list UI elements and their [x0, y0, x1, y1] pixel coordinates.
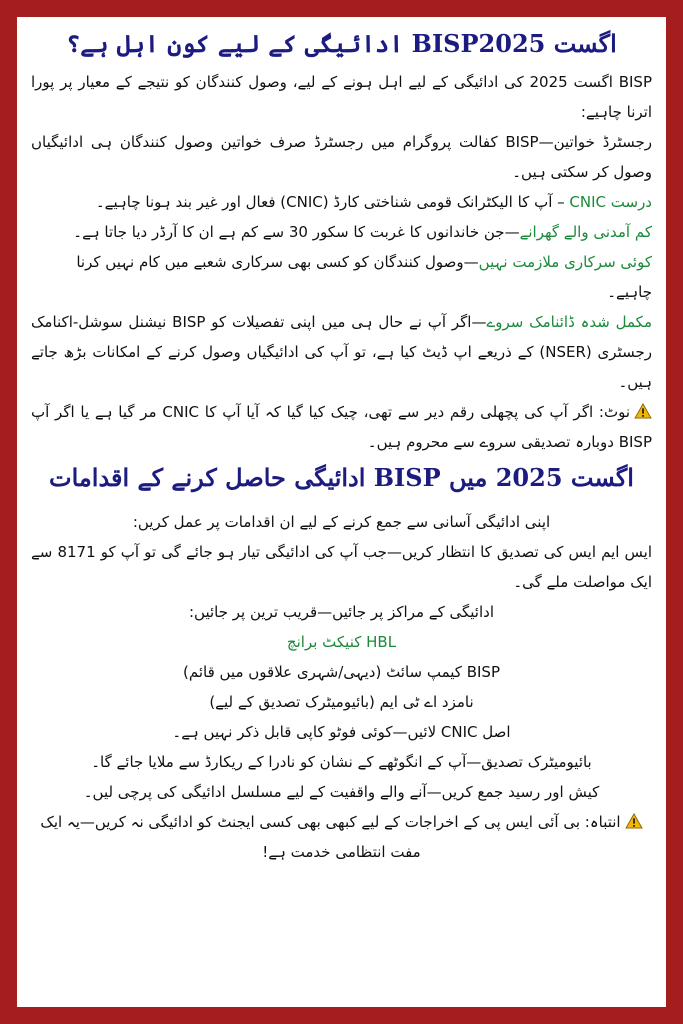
- criteria-text: —جن خاندانوں کا غربت کا سکور 30 سے کم ہے ان کا آرڈر دیا جاتا ہے۔: [73, 223, 520, 241]
- criteria-registered-women: [31, 127, 652, 187]
- criteria-label: درست CNIC: [569, 193, 652, 211]
- center-hbl: HBL کنیکٹ برانچ: [286, 633, 397, 651]
- criteria-valid-cnic: [31, 187, 652, 217]
- section2-intro: اپنی ادائیگی آسانی سے جمع کرنے کے لیے ان اقدامات پر عمل کریں:: [132, 513, 551, 531]
- criteria-label: کم آمدنی والے گھرانے: [519, 223, 652, 241]
- centers-intro: ادائیگی کے مراکز پر جائیں—قریب ترین پر جائیں:: [189, 603, 494, 621]
- warning-paragraph: [31, 807, 652, 867]
- criteria-no-govt-job: [31, 247, 652, 307]
- section1-intro: BISP اگست 2025 کی ادائیگی کے لیے اہل ہونے کے لیے، وصول کنندگان کو نتیجے کے معیار پر پورا اترنا چاہیے:: [31, 73, 652, 121]
- criteria-label: رجسٹرڈ خواتین: [553, 133, 652, 151]
- section1-title: اگست BISP2025 ادائیگی کے لیے کون اہل ہے؟: [66, 29, 617, 58]
- criteria-label: مکمل شدہ ڈائنامک سروے: [486, 313, 652, 331]
- section2-title: اگست 2025 میں BISP ادائیگی حاصل کرنے کے اقدامات: [49, 463, 634, 492]
- article-page: [17, 17, 666, 1007]
- cnic-step: اصل CNIC لائیں—کوئی فوٹو کاپی قابل ذکر نہیں ہے۔: [172, 723, 511, 741]
- warning-icon: [625, 813, 643, 829]
- criteria-text: —وصول کنندگان کو کسی بھی سرکاری شعبے میں کام نہیں کرنا چاہیے۔: [76, 253, 652, 301]
- note-paragraph: [31, 397, 652, 457]
- biometric-step: بائیومیٹرک تصدیق—آپ کے انگوٹھے کے نشان کو نادرا کے ریکارڈ سے ملایا جائے گا۔: [91, 753, 592, 771]
- center-bisp-camp: BISP کیمپ سائٹ (دیہی/شہری علاقوں میں قائم): [183, 663, 500, 681]
- sms-step: ایس ایم ایس کی تصدیق کا انتظار کریں—جب آپ کی ادائیگی تیار ہو جائے گی تو آپ کو 8171 سے ایک مواصلت ملے گی۔: [31, 543, 652, 591]
- criteria-dynamic-survey: [31, 307, 652, 397]
- criteria-text: —اگر آپ نے حال ہی میں اپنی تفصیلات کو BISP نیشنل سوشل-اکنامک رجسٹری (NSER) کے ذریعے اپ ڈیٹ کیا ہے، تو آپ کی ادائیگیاں وصول کرنے کے امکانات بڑھ جاتے ہیں۔: [31, 313, 652, 391]
- criteria-label: کوئی سرکاری ملازمت نہیں: [478, 253, 652, 271]
- warning-text: انتباہ: بی آئی ایس پی کے اخراجات کے لیے کبھی بھی کسی ایجنٹ کو ادائیگی نہ کریں—یہ ایک مفت انتظامی خدمت ہے!: [40, 813, 621, 861]
- criteria-low-income: [31, 217, 652, 247]
- criteria-text: – آپ کا الیکٹرانک قومی شناختی کارڈ (CNIC) فعال اور غیر بند ہونا چاہیے۔: [95, 193, 570, 211]
- warning-icon: [634, 403, 652, 419]
- criteria-text: —BISP کفالت پروگرام میں رجسٹرڈ صرف خواتین وصول کنندگان ہی ادائیگیاں وصول کر سکتی ہیں۔: [31, 133, 652, 181]
- note-text: نوٹ: اگر آپ کی پچھلی رقم دیر سے تھی، چیک کیا گیا کہ آیا آپ کا CNIC مر گیا ہے یا اگر آپ BISP دوبارہ تصدیقی سروے سے محروم ہیں۔: [31, 403, 652, 451]
- center-atm: نامزد اے ٹی ایم (بائیومیٹرک تصدیق کے لیے): [209, 693, 474, 711]
- cash-step: کیش اور رسید جمع کریں—آنے والے واقفیت کے لیے مسلسل ادائیگی کی پرچی لیں۔: [83, 783, 600, 801]
